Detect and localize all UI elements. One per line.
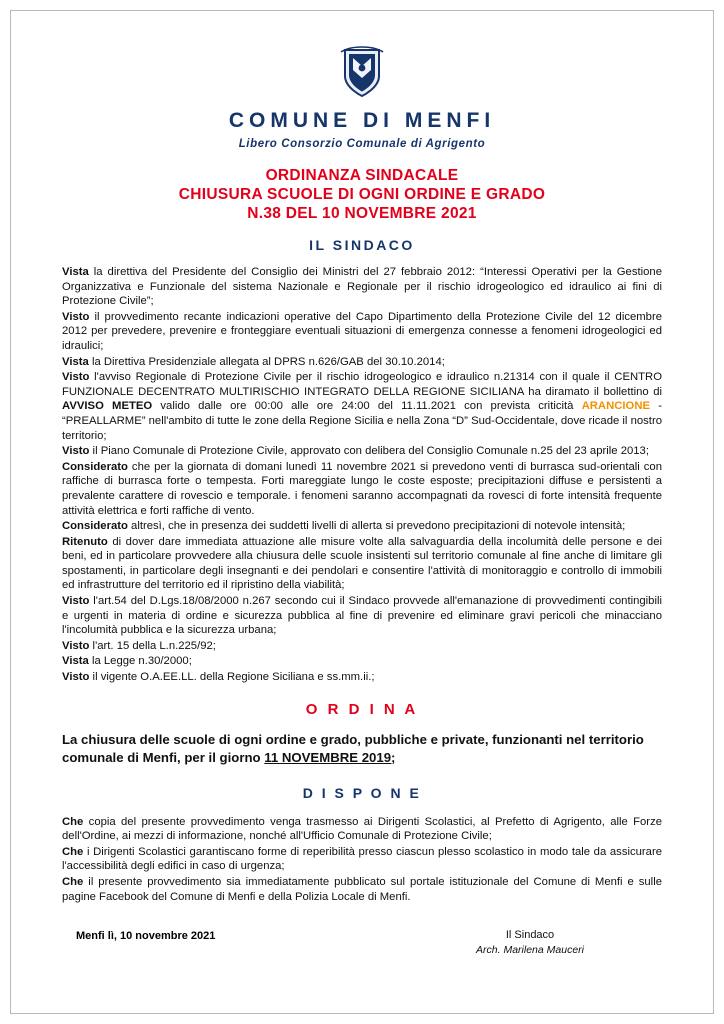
- section-heading-dispone: D I S P O N E: [302, 784, 422, 801]
- paragraph-considerato-2: [62, 519, 662, 534]
- paragraph-lead: Ritenuto: [62, 535, 108, 548]
- paragraph-lead: Visto: [62, 671, 90, 684]
- document-content: [26, 18, 698, 980]
- paragraph-lead: Visto: [62, 639, 90, 652]
- town-name: COMUNE DI MENFI: [228, 109, 496, 132]
- paragraph-text: il Piano Comunale di Protezione Civile, approvato con delibera del Consiglio Comunale n.25 del 23 aprile 2013;: [89, 445, 649, 458]
- preamble-body: [62, 265, 662, 685]
- paragraph-vista-legge: [62, 654, 662, 669]
- ordina-body: [62, 731, 662, 767]
- paragraph-visto-1: [62, 310, 662, 354]
- paragraph-lead: Considerato: [62, 520, 128, 533]
- dispone-text: il presente provvedimento sia immediatamente pubblicato sul portale istituzionale del Comune di Menfi e sulle pagine Facebook del Comune di Menfi e della Polizia Locale di Menfi.: [62, 876, 662, 903]
- paragraph-text: altresì, che in presenza dei suddetti livelli di allerta si prevedono precipitazioni di notevole intensità;: [127, 520, 626, 533]
- ordinance-title: [62, 166, 662, 223]
- paragraph-lead: Vista: [62, 266, 89, 278]
- paragraph-text: la Direttiva Presidenziale allegata al DPRS n.626/GAB del 30.10.2014;: [88, 355, 445, 368]
- ordinance-title-line1: ORDINANZA SINDACALE: [265, 167, 459, 184]
- paragraph-text: l'art. 15 della L.n.225/92;: [89, 639, 216, 652]
- dispone-text: copia del presente provvedimento venga trasmesso ai Dirigenti Scolastici, al Prefetto di Agrigento, alle Forze dell'Ordine, ai mezzi di informazione, nonché all'Ufficio Comunale di Protezione Civile;: [62, 815, 662, 843]
- paragraph-visto-avviso: [62, 370, 662, 443]
- signature-role: Il Sindaco: [505, 929, 555, 942]
- dispone-item-2: [62, 845, 662, 874]
- paragraph-lead: Visto: [62, 310, 90, 323]
- signature-block: [476, 928, 584, 958]
- criticality-highlight: ARANCIONE: [581, 400, 651, 413]
- ordinance-title-line2: CHIUSURA SCUOLE DI OGNI ORDINE E GRADO: [178, 186, 546, 203]
- paragraph-visto-oaeell: [62, 670, 662, 685]
- paragraph-lead: Visto: [62, 371, 90, 384]
- paragraph-text: l'art.54 del D.Lgs.18/08/2000 n.267 secondo cui il Sindaco provvede all'emanazione di provvedimenti contingibili e urgenti in materia di ordine e sicurezza pubblica al fine di prevenire ed eliminare gravi pericoli che minacciano l'incolumità pubblica e la sicurezza urbana;: [62, 595, 662, 637]
- paragraph-vista-2: [62, 355, 662, 370]
- ordina-text: La chiusura delle scuole di ogni ordine e grado, pubbliche e private, funzionanti nel territorio comunale di Menfi, per il giorno: [62, 731, 644, 765]
- paragraph-text: di dover dare immediata attuazione alle misure volte alla salvaguardia della incolumità delle persone e dei beni, ed in particolare provvedere alla chiusura delle scuole insistenti sul territorio comunale al fine anche di limitare gli spostamenti, in particolare degli insegnanti e dei pendolari e consentire l'attività di monitoraggio e controllo di immobili ed infrastrutture del territorio ed il ripristino della viabilità;: [62, 535, 662, 592]
- dispone-item-3: [62, 875, 662, 904]
- dispone-lead: Che: [62, 845, 84, 858]
- paragraph-bold-mid: AVVISO METEO: [62, 400, 153, 413]
- ordinance-title-line3: N.38 DEL 10 NOVEMBRE 2021: [247, 205, 477, 222]
- document-footer: [62, 930, 662, 980]
- dispone-lead: Che: [62, 876, 84, 888]
- paragraph-text-2: valido dalle ore 00:00 alle ore 24:00 del 11.11.2021 con prevista criticità: [152, 400, 582, 413]
- paragraph-text: il provvedimento recante indicazioni operative del Capo Dipartimento della Protezione Civile del 12 dicembre 2012 per prevedere, prevenire e fronteggiare eventuali situazioni di emergenza connesse a fenomeni idrogeologici ed idraulici;: [62, 310, 662, 352]
- paragraph-text: la Legge n.30/2000;: [88, 655, 192, 668]
- paragraph-text: che per la giornata di domani lunedì 11 novembre 2021 si prevedono venti di burrasca sud-orientali con raffiche di burrasca forte o tempesta. Forti mareggiate lungo le coste esposte; precipitazioni diffuse e persistenti a prevalente carattere di rovescio e temporale. i fenomeni saranno accompagnati da rovesci di forte intensità frequente attività elettrica e forti raffiche di vento.: [62, 460, 662, 517]
- section-heading-il-sindaco: IL SINDACO: [309, 237, 415, 253]
- paragraph-ritenuto: [62, 535, 662, 593]
- paragraph-vista-1: [62, 265, 662, 309]
- paragraph-text: la direttiva del Presidente del Consiglio dei Ministri del 27 febbraio 2012: “Interessi Operativi per la Gestione Organizzativa e Funzionale del sistema Nazionale e Regionale per il rischio idrogeologico ed idraulico ai fini di Protezione Civile”;: [62, 266, 662, 308]
- paragraph-text-3: - “PREALLARME” nell'ambito di tutte le zone della Regione Sicilia e nella Zona “D” Sud-Occidentale, dove ricade il nostro territorio;: [62, 400, 662, 442]
- dispone-text: i Dirigenti Scolastici garantiscano forme di reperibilità presso ciascun plesso scolastico in modo tale da assicurare l'accessibilità degli edifici in caso di urgenza;: [62, 845, 662, 873]
- signature-name: Arch. Marilena Mauceri: [476, 944, 584, 957]
- paragraph-text: l'avviso Regionale di Protezione Civile per il rischio idrogeologico e idraulico n.21314 con il quale il CENTRO FUNZIONALE DECENTRATO MULTIRISCHIO INTEGRATO DELLA REGIONE SICILIANA ha diramato il bollettino di: [62, 371, 662, 398]
- paragraph-lead: Vista: [62, 355, 89, 368]
- dispone-body: [62, 815, 662, 905]
- paragraph-text: il vigente O.A.EE.LL. della Regione Siciliana e ss.mm.ii.;: [89, 671, 375, 684]
- coat-of-arms-icon: [339, 46, 385, 98]
- place-and-date: Menfi lì, 10 novembre 2021: [76, 930, 216, 943]
- dispone-lead: Che: [62, 815, 84, 828]
- paragraph-visto-piano: [62, 444, 662, 459]
- dispone-item-1: [62, 815, 662, 844]
- paragraph-lead: Considerato: [62, 460, 128, 473]
- paragraph-visto-art54: [62, 594, 662, 638]
- paragraph-visto-art15: [62, 639, 662, 654]
- crest-container: [62, 46, 662, 103]
- paragraph-lead: Visto: [62, 445, 90, 458]
- paragraph-lead: Visto: [62, 595, 90, 608]
- ordina-date: 11 NOVEMBRE 2019;: [264, 749, 396, 765]
- paragraph-lead: Vista: [62, 655, 89, 668]
- paragraph-considerato-1: [62, 460, 662, 518]
- section-heading-ordina: O R D I N A: [305, 700, 419, 718]
- town-subtitle: Libero Consorzio Comunale di Agrigento: [238, 138, 486, 150]
